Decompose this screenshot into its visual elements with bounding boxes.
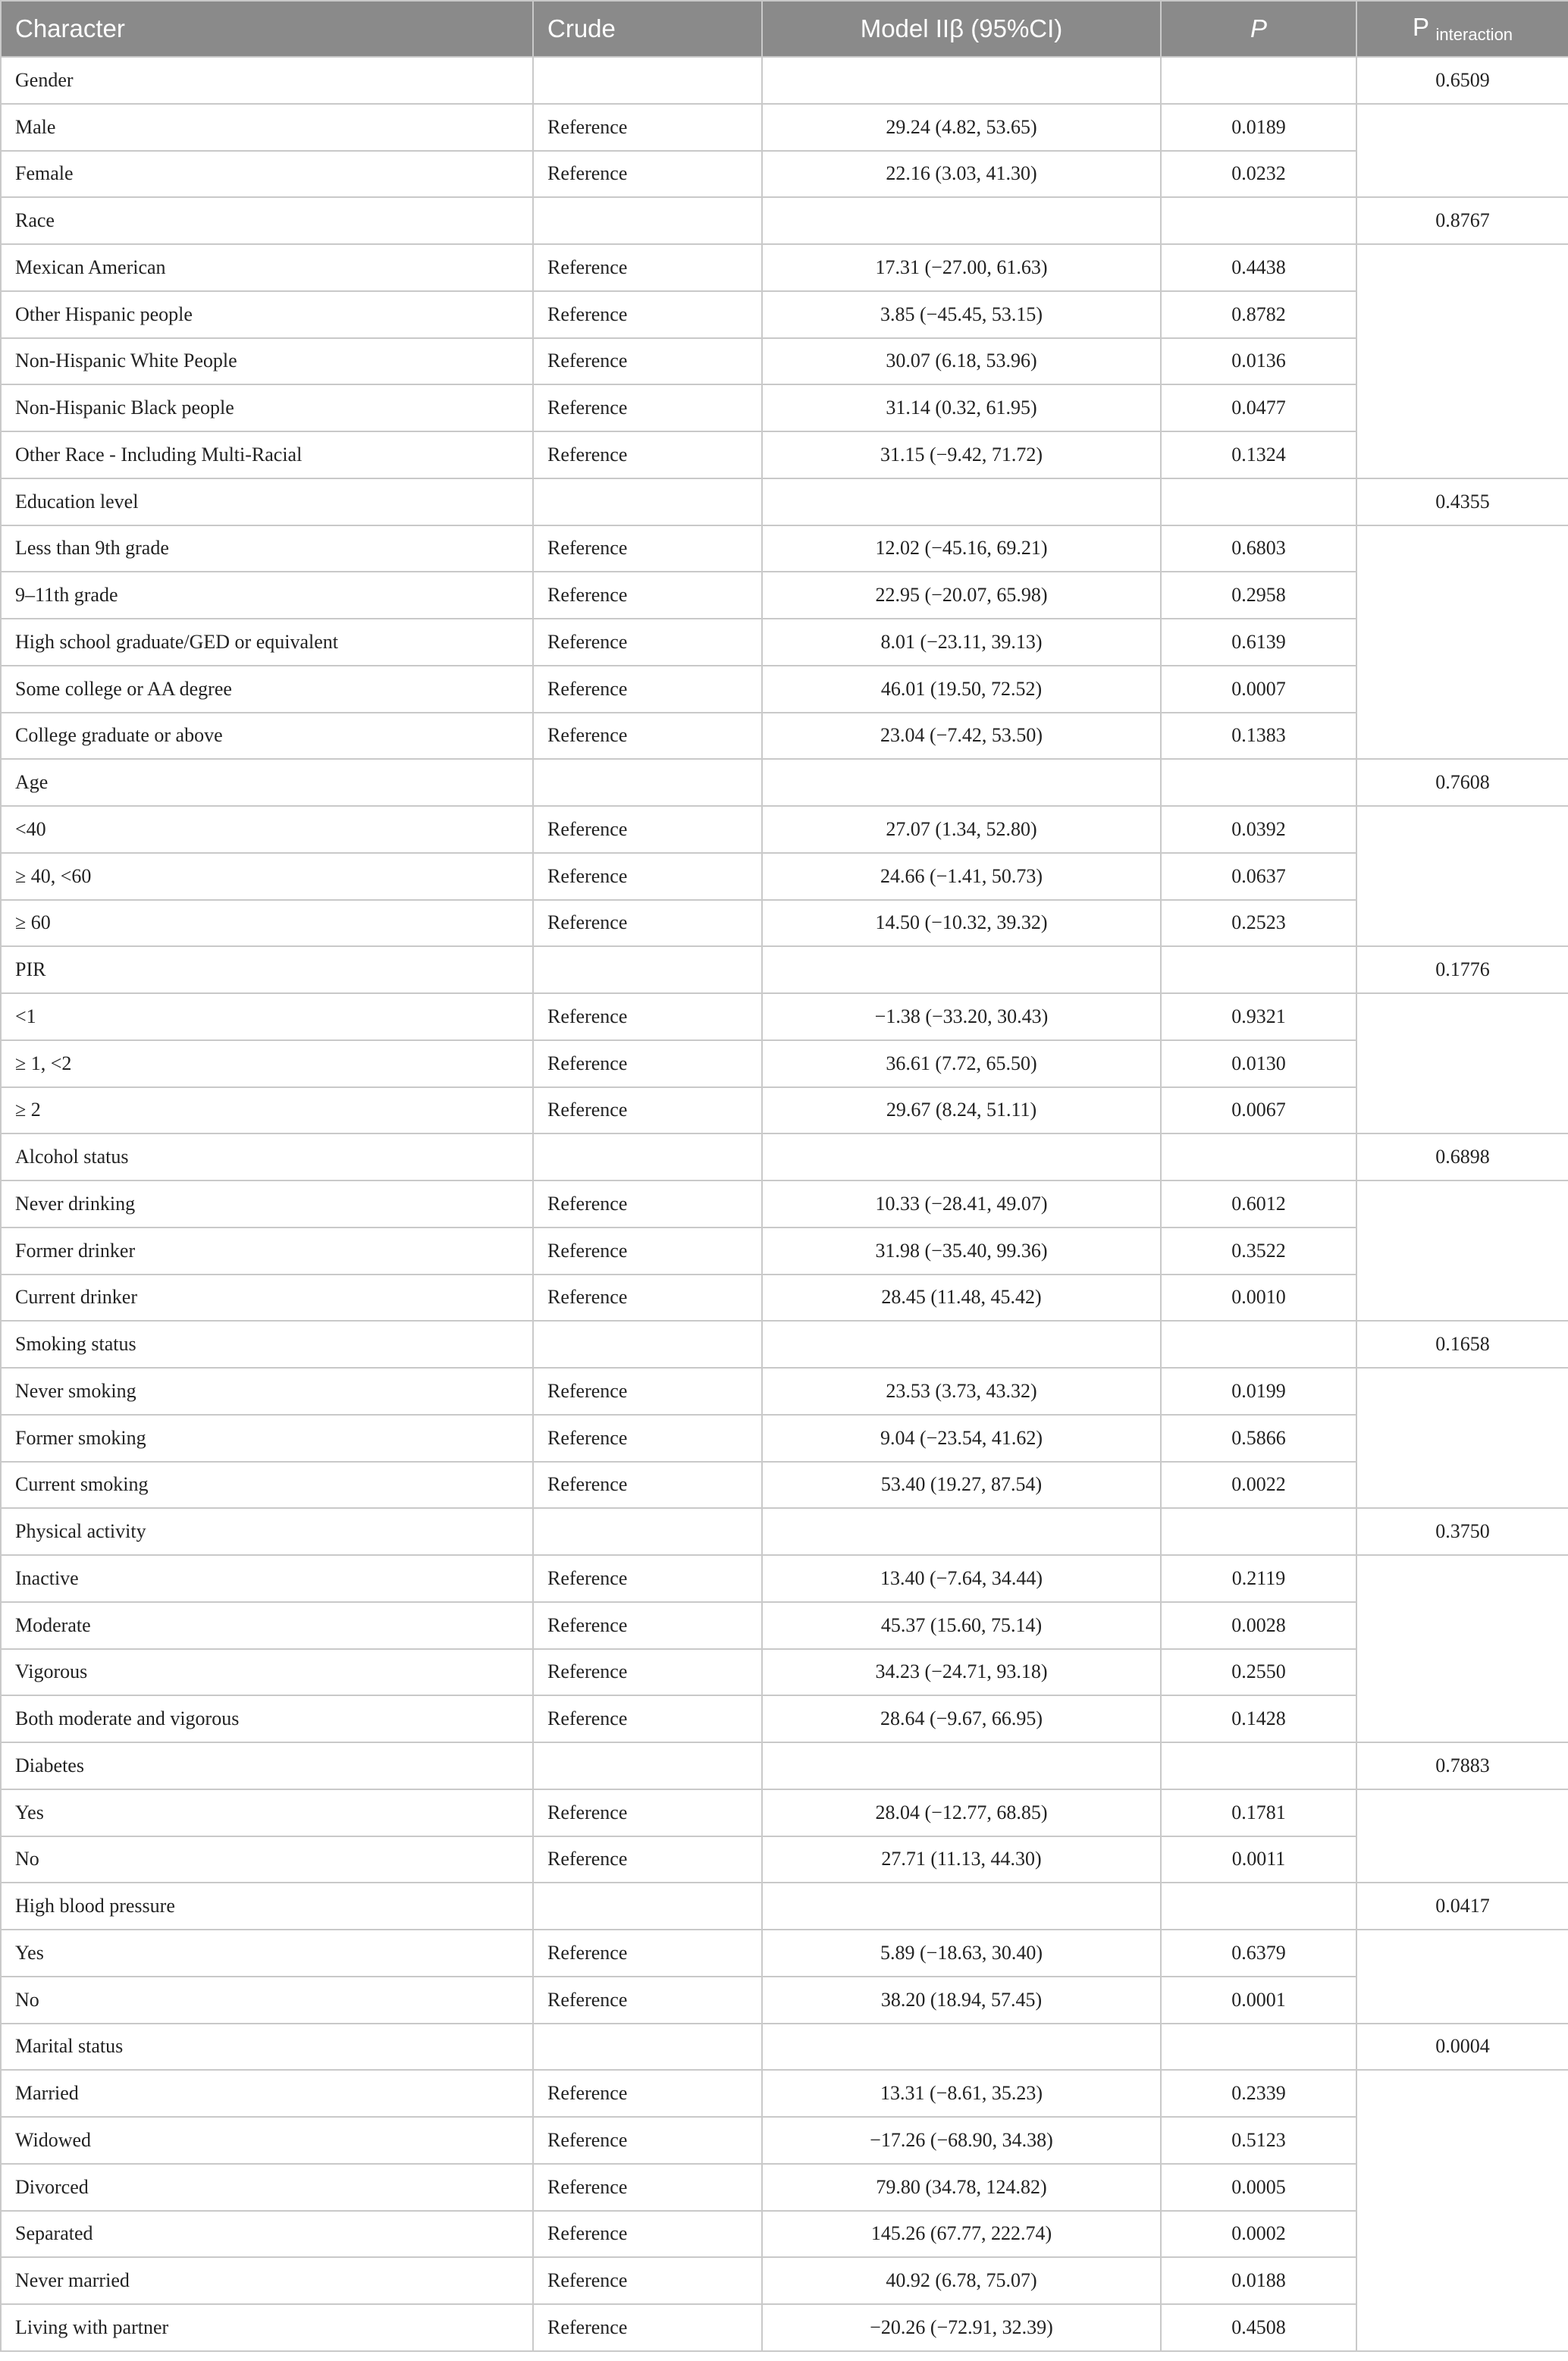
p-cell: 0.1324 xyxy=(1161,431,1356,478)
p-cell xyxy=(1161,57,1356,104)
crude-cell: Reference xyxy=(533,1836,762,1883)
crude-cell: Reference xyxy=(533,525,762,572)
p-cell: 0.8782 xyxy=(1161,291,1356,338)
model-cell: 9.04 (−23.54, 41.62) xyxy=(762,1415,1161,1462)
model-cell: 5.89 (−18.63, 30.40) xyxy=(762,1930,1161,1977)
crude-cell: Reference xyxy=(533,1275,762,1322)
p-cell xyxy=(1161,759,1356,806)
crude-cell: Reference xyxy=(533,853,762,900)
p-cell: 0.1428 xyxy=(1161,1695,1356,1742)
crude-cell: Reference xyxy=(533,431,762,478)
p-interaction-cell xyxy=(1356,1180,1568,1321)
model-cell xyxy=(762,197,1161,244)
table-row xyxy=(1,1462,1568,1509)
table-row xyxy=(1,525,1568,572)
model-cell: 17.31 (−27.00, 61.63) xyxy=(762,244,1161,291)
model-cell: 13.40 (−7.64, 34.44) xyxy=(762,1555,1161,1602)
crude-cell: Reference xyxy=(533,2257,762,2304)
model-cell: 22.16 (3.03, 41.30) xyxy=(762,151,1161,198)
table-row xyxy=(1,1415,1568,1462)
p-interaction-cell: 0.1658 xyxy=(1356,1321,1568,1368)
p-interaction-cell: 0.6898 xyxy=(1356,1133,1568,1180)
p-interaction-cell xyxy=(1356,525,1568,760)
p-cell: 0.0637 xyxy=(1161,853,1356,900)
model-cell: 28.04 (−12.77, 68.85) xyxy=(762,1789,1161,1836)
p-cell: 0.2550 xyxy=(1161,1649,1356,1696)
table-row xyxy=(1,619,1568,666)
row-label: College graduate or above xyxy=(1,713,533,760)
header-crude: Crude xyxy=(533,1,762,57)
table-row xyxy=(1,900,1568,947)
p-cell: 0.2958 xyxy=(1161,572,1356,619)
table-body xyxy=(1,57,1568,2351)
model-cell xyxy=(762,1883,1161,1930)
model-cell: 23.53 (3.73, 43.32) xyxy=(762,1368,1161,1415)
p-cell xyxy=(1161,197,1356,244)
p-interaction-cell xyxy=(1356,2070,1568,2351)
row-label: Current smoking xyxy=(1,1462,533,1509)
p-cell: 0.0477 xyxy=(1161,384,1356,431)
row-label: Yes xyxy=(1,1930,533,1977)
row-label: Male xyxy=(1,104,533,151)
model-cell: 38.20 (18.94, 57.45) xyxy=(762,1977,1161,2024)
table-row xyxy=(1,1695,1568,1742)
model-cell: 13.31 (−8.61, 35.23) xyxy=(762,2070,1161,2117)
p-interaction-cell xyxy=(1356,993,1568,1133)
p-cell: 0.0010 xyxy=(1161,1275,1356,1322)
group-label: Race xyxy=(1,197,533,244)
model-cell: 30.07 (6.18, 53.96) xyxy=(762,338,1161,385)
model-cell: 53.40 (19.27, 87.54) xyxy=(762,1462,1161,1509)
table-row xyxy=(1,291,1568,338)
crude-cell: Reference xyxy=(533,384,762,431)
table-row xyxy=(1,713,1568,760)
group-label: Marital status xyxy=(1,2024,533,2071)
crude-cell: Reference xyxy=(533,1602,762,1649)
crude-cell: Reference xyxy=(533,900,762,947)
crude-cell: Reference xyxy=(533,244,762,291)
p-cell: 0.6139 xyxy=(1161,619,1356,666)
group-label: Smoking status xyxy=(1,1321,533,1368)
p-cell: 0.4438 xyxy=(1161,244,1356,291)
group-row xyxy=(1,478,1568,525)
row-label: Yes xyxy=(1,1789,533,1836)
table-row xyxy=(1,853,1568,900)
crude-cell: Reference xyxy=(533,1789,762,1836)
table-row xyxy=(1,666,1568,713)
p-cell xyxy=(1161,1508,1356,1555)
p-cell: 0.1383 xyxy=(1161,713,1356,760)
p-cell: 0.2119 xyxy=(1161,1555,1356,1602)
group-row xyxy=(1,759,1568,806)
table-row xyxy=(1,806,1568,853)
crude-cell xyxy=(533,1133,762,1180)
model-cell xyxy=(762,2024,1161,2071)
p-interaction-cell xyxy=(1356,104,1568,198)
header-model: Model IIβ (95%CI) xyxy=(762,1,1161,57)
model-cell: 14.50 (−10.32, 39.32) xyxy=(762,900,1161,947)
crude-cell: Reference xyxy=(533,104,762,151)
header-character: Character xyxy=(1,1,533,57)
group-label: High blood pressure xyxy=(1,1883,533,1930)
p-cell: 0.1781 xyxy=(1161,1789,1356,1836)
table-header xyxy=(1,1,1568,57)
crude-cell: Reference xyxy=(533,1930,762,1977)
crude-cell xyxy=(533,946,762,993)
crude-cell: Reference xyxy=(533,1555,762,1602)
table-row xyxy=(1,2304,1568,2351)
p-interaction-cell xyxy=(1356,1555,1568,1742)
header-p-interaction-main: P xyxy=(1412,13,1429,41)
model-cell xyxy=(762,759,1161,806)
p-interaction-cell xyxy=(1356,244,1568,478)
table-row xyxy=(1,1040,1568,1087)
p-cell: 0.0136 xyxy=(1161,338,1356,385)
group-row xyxy=(1,1133,1568,1180)
row-label: Never smoking xyxy=(1,1368,533,1415)
table-row xyxy=(1,384,1568,431)
row-label: Vigorous xyxy=(1,1649,533,1696)
group-label: Diabetes xyxy=(1,1742,533,1789)
model-cell xyxy=(762,1742,1161,1789)
model-cell: 27.71 (11.13, 44.30) xyxy=(762,1836,1161,1883)
header-p xyxy=(1161,1,1356,57)
model-cell: 24.66 (−1.41, 50.73) xyxy=(762,853,1161,900)
table-row xyxy=(1,1977,1568,2024)
model-cell xyxy=(762,1508,1161,1555)
model-cell: 31.98 (−35.40, 99.36) xyxy=(762,1228,1161,1275)
table-row xyxy=(1,1602,1568,1649)
row-label: No xyxy=(1,1836,533,1883)
crude-cell xyxy=(533,1883,762,1930)
p-cell: 0.0007 xyxy=(1161,666,1356,713)
row-label: No xyxy=(1,1977,533,2024)
header-p-interaction xyxy=(1356,1,1568,57)
model-cell: 10.33 (−28.41, 49.07) xyxy=(762,1180,1161,1228)
group-row xyxy=(1,1742,1568,1789)
p-cell: 0.0067 xyxy=(1161,1087,1356,1134)
row-label: Other Race - Including Multi-Racial xyxy=(1,431,533,478)
group-label: Age xyxy=(1,759,533,806)
crude-cell: Reference xyxy=(533,1040,762,1087)
table-row xyxy=(1,993,1568,1040)
p-interaction-cell: 0.7883 xyxy=(1356,1742,1568,1789)
model-cell: 46.01 (19.50, 72.52) xyxy=(762,666,1161,713)
model-cell: 22.95 (−20.07, 65.98) xyxy=(762,572,1161,619)
model-cell xyxy=(762,1321,1161,1368)
row-label: Less than 9th grade xyxy=(1,525,533,572)
p-interaction-cell: 0.3750 xyxy=(1356,1508,1568,1555)
p-cell xyxy=(1161,2024,1356,2071)
group-row xyxy=(1,1508,1568,1555)
model-cell: 27.07 (1.34, 52.80) xyxy=(762,806,1161,853)
table-row xyxy=(1,1555,1568,1602)
p-cell: 0.0232 xyxy=(1161,151,1356,198)
p-cell: 0.0005 xyxy=(1161,2164,1356,2211)
p-cell: 0.0392 xyxy=(1161,806,1356,853)
model-cell: 28.64 (−9.67, 66.95) xyxy=(762,1695,1161,1742)
crude-cell: Reference xyxy=(533,1649,762,1696)
table-row xyxy=(1,572,1568,619)
header-p-interaction-sub: interaction xyxy=(1435,25,1513,44)
model-cell xyxy=(762,57,1161,104)
p-cell: 0.0199 xyxy=(1161,1368,1356,1415)
model-cell: 145.26 (67.77, 222.74) xyxy=(762,2211,1161,2258)
row-label: Former drinker xyxy=(1,1228,533,1275)
table-row xyxy=(1,1836,1568,1883)
table-row xyxy=(1,1649,1568,1696)
table-row xyxy=(1,244,1568,291)
p-cell: 0.0011 xyxy=(1161,1836,1356,1883)
crude-cell: Reference xyxy=(533,2117,762,2164)
model-cell: 79.80 (34.78, 124.82) xyxy=(762,2164,1161,2211)
p-cell: 0.6803 xyxy=(1161,525,1356,572)
group-row xyxy=(1,57,1568,104)
table-row xyxy=(1,1228,1568,1275)
p-interaction-cell: 0.6509 xyxy=(1356,57,1568,104)
header-p-label: P xyxy=(1250,14,1267,42)
crude-cell: Reference xyxy=(533,2304,762,2351)
table-row xyxy=(1,431,1568,478)
group-row xyxy=(1,1883,1568,1930)
row-label: Never drinking xyxy=(1,1180,533,1228)
crude-cell: Reference xyxy=(533,619,762,666)
group-label: PIR xyxy=(1,946,533,993)
crude-cell: Reference xyxy=(533,1228,762,1275)
table-row xyxy=(1,1087,1568,1134)
row-label: Female xyxy=(1,151,533,198)
crude-cell: Reference xyxy=(533,2164,762,2211)
model-cell: 40.92 (6.78, 75.07) xyxy=(762,2257,1161,2304)
row-label: Mexican American xyxy=(1,244,533,291)
model-cell: 34.23 (−24.71, 93.18) xyxy=(762,1649,1161,1696)
model-cell: 12.02 (−45.16, 69.21) xyxy=(762,525,1161,572)
row-label: Inactive xyxy=(1,1555,533,1602)
crude-cell xyxy=(533,759,762,806)
model-cell: 45.37 (15.60, 75.14) xyxy=(762,1602,1161,1649)
crude-cell: Reference xyxy=(533,1415,762,1462)
table-row xyxy=(1,104,1568,151)
row-label: Widowed xyxy=(1,2117,533,2164)
model-cell: 8.01 (−23.11, 39.13) xyxy=(762,619,1161,666)
p-cell: 0.0001 xyxy=(1161,1977,1356,2024)
group-label: Education level xyxy=(1,478,533,525)
p-cell xyxy=(1161,478,1356,525)
model-cell: 29.67 (8.24, 51.11) xyxy=(762,1087,1161,1134)
p-interaction-cell: 0.8767 xyxy=(1356,197,1568,244)
model-cell: 23.04 (−7.42, 53.50) xyxy=(762,713,1161,760)
group-row xyxy=(1,2024,1568,2071)
crude-cell xyxy=(533,57,762,104)
model-cell: 31.15 (−9.42, 71.72) xyxy=(762,431,1161,478)
p-interaction-cell: 0.0004 xyxy=(1356,2024,1568,2071)
row-label: ≥ 40, <60 xyxy=(1,853,533,900)
table-row xyxy=(1,2211,1568,2258)
model-cell: 29.24 (4.82, 53.65) xyxy=(762,104,1161,151)
crude-cell xyxy=(533,2024,762,2071)
p-cell: 0.2339 xyxy=(1161,2070,1356,2117)
row-label: Some college or AA degree xyxy=(1,666,533,713)
p-cell: 0.0189 xyxy=(1161,104,1356,151)
model-cell: 3.85 (−45.45, 53.15) xyxy=(762,291,1161,338)
p-cell: 0.0022 xyxy=(1161,1462,1356,1509)
p-cell xyxy=(1161,1321,1356,1368)
model-cell xyxy=(762,478,1161,525)
row-label: ≥ 1, <2 xyxy=(1,1040,533,1087)
p-cell: 0.6012 xyxy=(1161,1180,1356,1228)
crude-cell xyxy=(533,478,762,525)
p-cell: 0.0188 xyxy=(1161,2257,1356,2304)
p-interaction-cell: 0.7608 xyxy=(1356,759,1568,806)
p-cell xyxy=(1161,1133,1356,1180)
row-label: <40 xyxy=(1,806,533,853)
crude-cell: Reference xyxy=(533,806,762,853)
p-cell: 0.0002 xyxy=(1161,2211,1356,2258)
p-cell: 0.4508 xyxy=(1161,2304,1356,2351)
crude-cell xyxy=(533,1742,762,1789)
crude-cell: Reference xyxy=(533,1087,762,1134)
p-cell: 0.6379 xyxy=(1161,1930,1356,1977)
p-cell: 0.9321 xyxy=(1161,993,1356,1040)
row-label: Both moderate and vigorous xyxy=(1,1695,533,1742)
row-label: <1 xyxy=(1,993,533,1040)
crude-cell: Reference xyxy=(533,993,762,1040)
model-cell: −17.26 (−68.90, 34.38) xyxy=(762,2117,1161,2164)
p-cell xyxy=(1161,1883,1356,1930)
row-label: Current drinker xyxy=(1,1275,533,1322)
table-row xyxy=(1,151,1568,198)
group-row xyxy=(1,946,1568,993)
crude-cell xyxy=(533,1321,762,1368)
p-interaction-cell: 0.0417 xyxy=(1356,1883,1568,1930)
p-interaction-cell xyxy=(1356,1368,1568,1508)
crude-cell: Reference xyxy=(533,291,762,338)
crude-cell xyxy=(533,1508,762,1555)
row-label: Divorced xyxy=(1,2164,533,2211)
crude-cell: Reference xyxy=(533,1180,762,1228)
p-interaction-cell: 0.4355 xyxy=(1356,478,1568,525)
table-row xyxy=(1,1930,1568,1977)
table-row xyxy=(1,2164,1568,2211)
group-row xyxy=(1,1321,1568,1368)
table-row xyxy=(1,2117,1568,2164)
crude-cell: Reference xyxy=(533,1695,762,1742)
table-row xyxy=(1,1180,1568,1228)
p-cell: 0.5123 xyxy=(1161,2117,1356,2164)
model-cell xyxy=(762,946,1161,993)
row-label: Former smoking xyxy=(1,1415,533,1462)
row-label: Never married xyxy=(1,2257,533,2304)
table-row xyxy=(1,338,1568,385)
row-label: Moderate xyxy=(1,1602,533,1649)
p-cell: 0.0028 xyxy=(1161,1602,1356,1649)
model-cell: −20.26 (−72.91, 32.39) xyxy=(762,2304,1161,2351)
crude-cell: Reference xyxy=(533,713,762,760)
crude-cell: Reference xyxy=(533,338,762,385)
crude-cell xyxy=(533,197,762,244)
model-cell: 28.45 (11.48, 45.42) xyxy=(762,1275,1161,1322)
row-label: ≥ 60 xyxy=(1,900,533,947)
crude-cell: Reference xyxy=(533,2211,762,2258)
model-cell xyxy=(762,1133,1161,1180)
row-label: Separated xyxy=(1,2211,533,2258)
p-cell: 0.3522 xyxy=(1161,1228,1356,1275)
table-row xyxy=(1,1368,1568,1415)
group-row xyxy=(1,197,1568,244)
row-label: High school graduate/GED or equivalent xyxy=(1,619,533,666)
crude-cell: Reference xyxy=(533,1462,762,1509)
p-interaction-cell: 0.1776 xyxy=(1356,946,1568,993)
row-label: Non-Hispanic Black people xyxy=(1,384,533,431)
crude-cell: Reference xyxy=(533,572,762,619)
p-interaction-cell xyxy=(1356,1930,1568,2024)
model-cell: −1.38 (−33.20, 30.43) xyxy=(762,993,1161,1040)
p-cell: 0.0130 xyxy=(1161,1040,1356,1087)
row-label: Married xyxy=(1,2070,533,2117)
crude-cell: Reference xyxy=(533,1977,762,2024)
header-row xyxy=(1,1,1568,57)
row-label: ≥ 2 xyxy=(1,1087,533,1134)
group-label: Gender xyxy=(1,57,533,104)
row-label: 9–11th grade xyxy=(1,572,533,619)
p-cell xyxy=(1161,946,1356,993)
table-row xyxy=(1,2257,1568,2304)
model-cell: 31.14 (0.32, 61.95) xyxy=(762,384,1161,431)
p-cell: 0.5866 xyxy=(1161,1415,1356,1462)
row-label: Other Hispanic people xyxy=(1,291,533,338)
row-label: Non-Hispanic White People xyxy=(1,338,533,385)
table-row xyxy=(1,2070,1568,2117)
table-row xyxy=(1,1275,1568,1322)
group-label: Alcohol status xyxy=(1,1133,533,1180)
p-cell: 0.2523 xyxy=(1161,900,1356,947)
group-label: Physical activity xyxy=(1,1508,533,1555)
row-label: Living with partner xyxy=(1,2304,533,2351)
crude-cell: Reference xyxy=(533,666,762,713)
crude-cell: Reference xyxy=(533,151,762,198)
crude-cell: Reference xyxy=(533,1368,762,1415)
p-interaction-cell xyxy=(1356,806,1568,946)
p-interaction-cell xyxy=(1356,1789,1568,1883)
model-cell: 36.61 (7.72, 65.50) xyxy=(762,1040,1161,1087)
p-cell xyxy=(1161,1742,1356,1789)
crude-cell: Reference xyxy=(533,2070,762,2117)
table-row xyxy=(1,1789,1568,1836)
